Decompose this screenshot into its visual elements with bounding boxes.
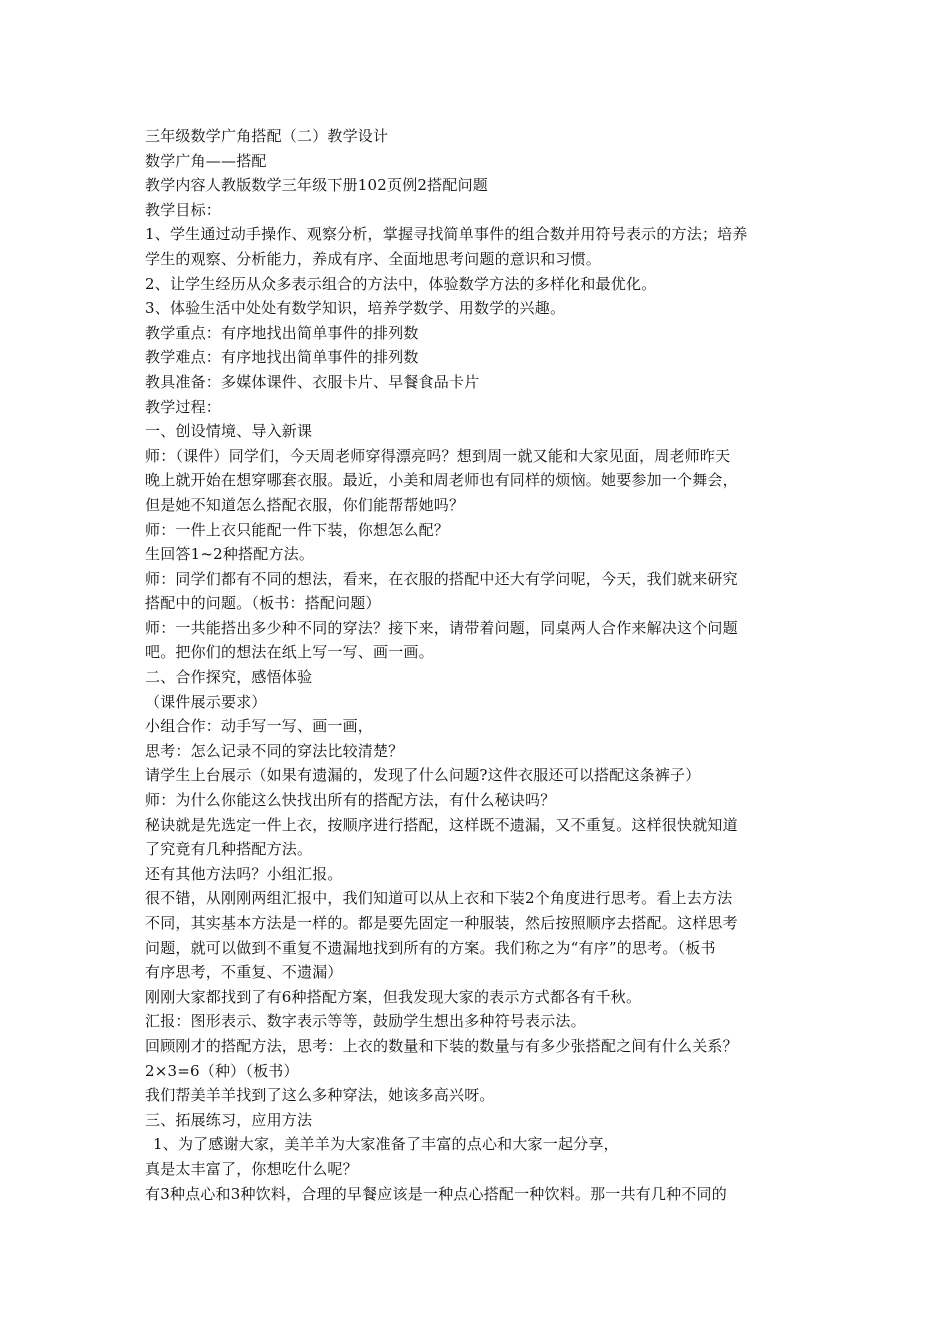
doc-line: 问题，就可以做到不重复不遗漏地找到所有的方案。我们称之为“有序”的思考。（板书 — [145, 938, 716, 957]
doc-line: 汇报：图形表示、数字表示等等，鼓励学生想出多种符号表示法。 — [145, 1012, 586, 1031]
doc-line: 3、体验生活中处处有数学知识，培养学数学、用数学的兴趣。 — [145, 299, 566, 318]
doc-line: （课件展示要求） — [145, 692, 267, 711]
doc-line: 了究竟有几种搭配方法。 — [145, 840, 313, 859]
doc-line: 回顾刚才的搭配方法，思考：上衣的数量和下装的数量与有多少张搭配之间有什么关系？ — [145, 1036, 738, 1055]
doc-line: 学生的观察、分析能力，养成有序、全面地思考问题的意识和习惯。 — [145, 249, 602, 268]
doc-line: 请学生上台展示（如果有遗漏的，发现了什么问题?这件衣服还可以搭配这条裤子） — [145, 766, 701, 785]
doc-line: 1、学生通过动手操作、观察分析，掌握寻找简单事件的组合数并用符号表示的方法；培养 — [145, 225, 748, 244]
doc-line: 师：同学们都有不同的想法，看来，在衣服的搭配中还大有学问呢，今天，我们就来研究 — [145, 569, 738, 588]
doc-line: 搭配中的问题。（板书：搭配问题） — [145, 594, 381, 613]
doc-line: 刚刚大家都找到了有6种搭配方案，但我发现大家的表示方式都各有千秋。 — [145, 987, 642, 1006]
section-heading: 一、创设情境、导入新课 — [145, 422, 313, 441]
doc-line: 真是太丰富了，你想吃什么呢？ — [145, 1159, 358, 1178]
doc-line: 2、让学生经历从众多表示组合的方法中，体验数学方法的多样化和最优化。 — [145, 274, 657, 293]
doc-line: 1、为了感谢大家，美羊羊为大家准备了丰富的点心和大家一起分享， — [153, 1135, 619, 1154]
doc-line: 师：为什么你能这么快找出所有的搭配方法，有什么秘诀吗？ — [145, 791, 556, 810]
doc-title: 三年级数学广角搭配（二）教学设计 — [145, 127, 389, 145]
doc-line: 小组合作：动手写一写、画一画， — [145, 717, 374, 736]
doc-line: 教学难点：有序地找出简单事件的排列数 — [145, 348, 419, 367]
doc-line: 但是她不知道怎么搭配衣服，你们能帮帮她吗？ — [145, 495, 465, 514]
doc-line: 生回答1~2种搭配方法。 — [145, 545, 315, 564]
doc-line: 教具准备：多媒体课件、衣服卡片、早餐食品卡片 — [145, 372, 480, 391]
doc-line: 有3种点心和3种饮料，合理的早餐应该是一种点心搭配一种饮料。那一共有几种不同的 — [145, 1184, 727, 1203]
doc-line: 晚上就开始在想穿哪套衣服。最近，小美和周老师也有同样的烦恼。她要参加一个舞会， — [145, 471, 738, 490]
section-heading: 二、合作探究，感悟体验 — [145, 668, 313, 687]
doc-line: 师：一件上衣只能配一件下装，你想怎么配？ — [145, 520, 450, 539]
section-heading: 三、拓展练习，应用方法 — [145, 1110, 313, 1129]
doc-line: 吧。把你们的想法在纸上写一写、画一画。 — [145, 643, 434, 662]
doc-line: 有序思考，不重复、不遗漏） — [145, 963, 343, 982]
doc-line: 2×3=6（种）（板书） — [145, 1061, 299, 1080]
doc-line: 很不错，从刚刚两组汇报中，我们知道可以从上衣和下装2个角度进行思考。看上去方法 — [145, 889, 733, 908]
doc-line: 我们帮美羊羊找到了这么多种穿法，她该多高兴呀。 — [145, 1086, 495, 1105]
doc-line: 秘诀就是先选定一件上衣，按顺序进行搭配，这样既不遗漏，又不重复。这样很快就知道 — [145, 815, 738, 834]
doc-line: 师：（课件）同学们，今天周老师穿得漂亮吗？想到周一就又能和大家见面，周老师昨天 — [145, 446, 731, 465]
doc-line: 还有其他方法吗？小组汇报。 — [145, 864, 343, 883]
section-heading: 教学目标： — [145, 200, 222, 219]
doc-line: 思考：怎么记录不同的穿法比较清楚？ — [145, 741, 404, 760]
doc-subtitle: 数学广角——搭配 — [145, 151, 267, 170]
doc-line: 不同，其实基本方法是一样的。都是要先固定一种服装，然后按照顺序去搭配。这样思考 — [145, 914, 738, 932]
doc-line: 教学重点：有序地找出简单事件的排列数 — [145, 323, 419, 342]
document-body — [145, 124, 811, 1206]
section-heading: 教学过程： — [145, 397, 222, 416]
doc-line: 师：一共能搭出多少种不同的穿法？接下来，请带着问题，同桌两人合作来解决这个问题 — [145, 618, 738, 637]
doc-line: 教学内容人教版数学三年级下册102页例2搭配问题 — [145, 176, 488, 195]
